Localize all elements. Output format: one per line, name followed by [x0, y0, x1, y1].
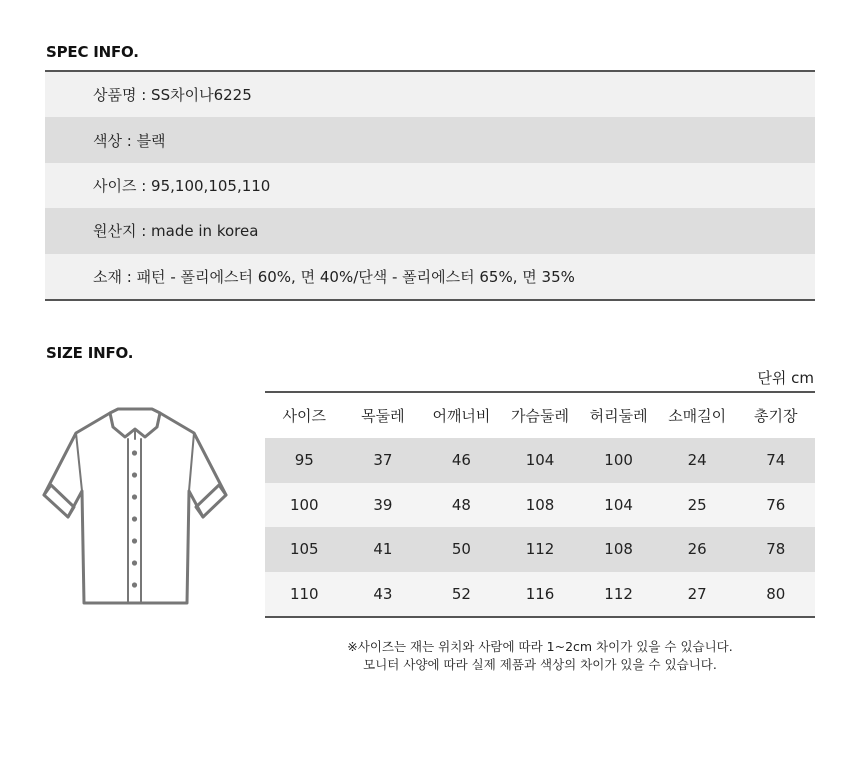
- header-shoulder: 어깨너비: [432, 407, 491, 425]
- table-cell: 50: [451, 540, 471, 559]
- spec-info-title: SPEC INFO.: [46, 43, 139, 61]
- table-cell: 116: [525, 585, 555, 604]
- table-cell: 105: [289, 540, 319, 559]
- size-info-title: SIZE INFO.: [46, 344, 134, 362]
- size-table-header: [265, 393, 815, 438]
- table-cell: 74: [766, 451, 786, 470]
- table-cell: 108: [525, 495, 555, 514]
- table-row: [265, 527, 815, 572]
- table-cell: 112: [604, 585, 633, 604]
- table-cell: 24: [687, 451, 707, 470]
- table-cell: 52: [451, 585, 471, 604]
- short-sleeve-shirt-icon: [40, 405, 230, 609]
- table-cell: 27: [687, 585, 707, 604]
- header-chest: 가슴둘레: [511, 407, 569, 425]
- table-cell: 104: [604, 495, 633, 514]
- table-cell: 43: [373, 585, 393, 604]
- table-cell: 41: [373, 540, 393, 559]
- table-cell: 95: [294, 451, 314, 470]
- table-cell: 112: [525, 540, 555, 559]
- table-row: [265, 572, 815, 617]
- table-cell: 108: [604, 540, 633, 559]
- header-sleeve: 소매길이: [668, 407, 727, 425]
- unit-label: 단위 cm: [757, 369, 814, 387]
- note-monitor: 모니터 사양에 따라 실제 제품과 색상의 차이가 있을 수 있습니다.: [363, 657, 717, 672]
- header-size: 사이즈: [282, 407, 327, 425]
- table-cell: 48: [451, 495, 471, 514]
- table-cell: 104: [525, 451, 555, 470]
- size-info-table: [265, 391, 815, 618]
- spec-row-origin: 원산지 : made in korea: [45, 208, 815, 253]
- spec-info-table: [45, 70, 815, 301]
- header-waist: 허리둘레: [589, 407, 648, 425]
- spec-row-color: 색상 : 블랙: [45, 117, 815, 162]
- spec-row-material: 소재 : 패턴 - 폴리에스터 60%, 면 40%/단색 - 폴리에스터 65%, 면 35%: [45, 254, 815, 299]
- table-row: [265, 483, 815, 528]
- table-cell: 46: [451, 451, 471, 470]
- table-cell: 39: [373, 495, 393, 514]
- table-cell: 100: [604, 451, 633, 470]
- table-cell: 37: [373, 451, 393, 470]
- table-cell: 78: [766, 540, 786, 559]
- spec-row-sizes: 사이즈 : 95,100,105,110: [45, 163, 815, 208]
- note-measurement: ※사이즈는 재는 위치와 사람에 따라 1~2cm 차이가 있을 수 있습니다.: [347, 639, 733, 654]
- table-cell: 25: [687, 495, 707, 514]
- spec-row-product-name: 상품명 : SS차이나6225: [45, 72, 815, 117]
- table-cell: 110: [289, 585, 319, 604]
- table-cell: 26: [687, 540, 707, 559]
- table-cell: 80: [766, 585, 786, 604]
- size-notes: [265, 638, 815, 674]
- table-cell: 76: [766, 495, 786, 514]
- header-length: 총기장: [754, 407, 798, 425]
- table-row: [265, 438, 815, 483]
- header-neck: 목둘레: [361, 407, 405, 425]
- table-cell: 100: [289, 495, 319, 514]
